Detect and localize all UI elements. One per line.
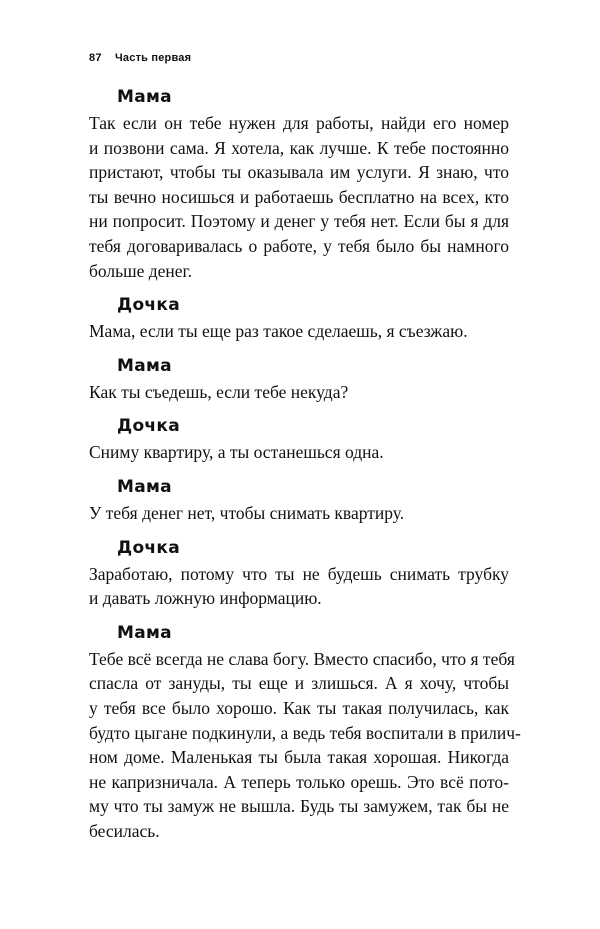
speaker-name: Дочка: [117, 537, 181, 558]
text-line: Так если он тебе нужен для работы, найди его номер: [89, 113, 509, 133]
speaker-name: Мама: [117, 476, 172, 497]
dialogue-block: [89, 474, 509, 526]
text-line: ни попросит. Поэтому и денег у тебя нет. Если бы я для: [89, 211, 509, 232]
text-line: спасла от зануды, ты еще и злишься. А я хочу, чтобы: [89, 673, 509, 694]
speaker-name: Мама: [117, 87, 172, 107]
text-line: Сниму квартиру, а ты останешься одна.: [89, 442, 384, 463]
running-head: [89, 52, 191, 64]
dialogue-block: [89, 84, 509, 283]
speech-text: [89, 319, 509, 344]
text-line: Заработаю, потому что ты не будешь снимать трубку: [89, 563, 509, 584]
speech-text: [89, 111, 509, 283]
speech-text: [89, 501, 509, 526]
text-line: тебя договаривалась о работе, у тебя было бы намного: [89, 235, 509, 256]
dialogue-block: [89, 292, 509, 344]
text-line: пристают, чтобы ты оказывала им услуги. Я знаю, что: [89, 162, 509, 183]
text-line: бесилась.: [89, 820, 160, 841]
text-line: Мама, если ты еще раз такое сделаешь, я съезжаю.: [89, 321, 468, 342]
text-line: У тебя денег нет, чтобы снимать квартиру.: [89, 502, 405, 523]
section-title: Часть первая: [115, 52, 192, 64]
text-line: Тебе всё всегда не слава богу. Вместо спасибо, что я тебя: [89, 648, 515, 669]
speech-text: [89, 562, 509, 611]
page-number: 87: [89, 52, 102, 64]
dialogue-block: [89, 353, 509, 405]
speech-text: [89, 647, 521, 844]
speaker-name: Дочка: [117, 295, 181, 316]
speaker-name: Дочка: [117, 416, 181, 437]
text-line: и позвони сама. Я хотела, как лучше. К тебе постоянно: [89, 137, 509, 158]
speech-text: [89, 440, 509, 465]
speaker-name: Мама: [117, 355, 172, 376]
text-line: ном доме. Маленькая ты была такая хорошая. Никогда: [89, 747, 509, 768]
speaker-name: Мама: [117, 622, 172, 643]
dialogue-block: [89, 620, 521, 844]
text-line: будто цыгане подкинули, а ведь тебя воспитали в прилич-: [89, 722, 521, 743]
dialogue-block: [89, 535, 509, 611]
text-line: у тебя все было хорошо. Как ты такая получилась, как: [89, 697, 509, 718]
text-line: Как ты съедешь, если тебе некуда?: [89, 381, 349, 402]
dialogue-block: [89, 413, 509, 465]
dialogue-body: [89, 84, 521, 852]
text-line: ты вечно носишься и работаешь бесплатно на всех, кто: [89, 186, 509, 207]
text-line: му что ты замуж не вышла. Будь ты замужем, так бы не: [89, 796, 509, 817]
text-line: не капризничала. А теперь только орешь. Это всё пото-: [89, 771, 509, 792]
text-line: и давать ложную информацию.: [89, 588, 322, 609]
text-line: больше денег.: [89, 260, 193, 281]
speech-text: [89, 380, 509, 405]
